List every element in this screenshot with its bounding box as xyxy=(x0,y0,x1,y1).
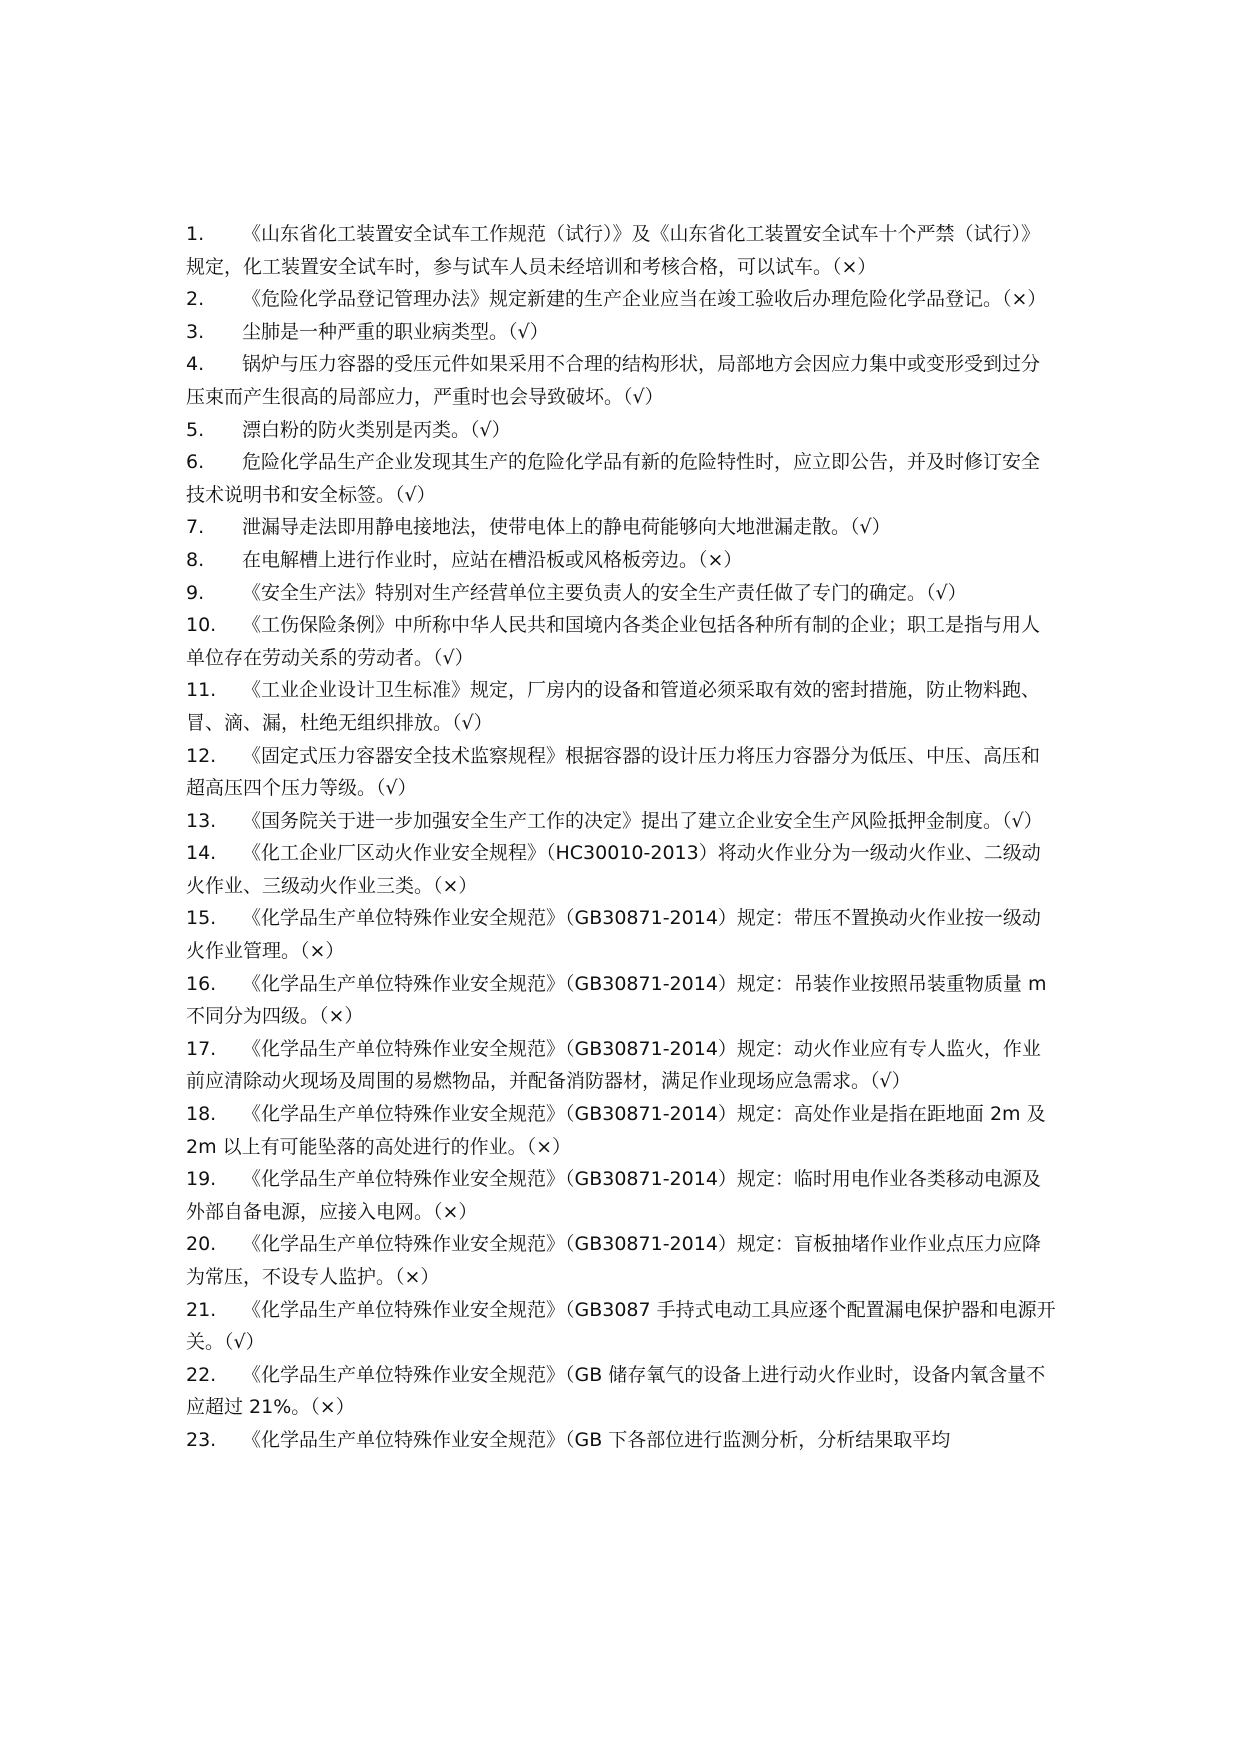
list-item xyxy=(186,446,1056,511)
item-number: 4. xyxy=(186,353,205,376)
item-text: 《化学品生产单位特殊作业安全规范》（GB 下各部位进行监测分析，分析结果取平均 xyxy=(242,1428,951,1451)
item-number: 11. xyxy=(186,679,217,702)
item-number: 21. xyxy=(186,1298,217,1321)
item-text: 《化工企业厂区动火作业安全规程》（HC30010-2013）将动火作业分为一级动火作业、二级动火作业、三级动火作业三类。（×） xyxy=(186,842,1041,897)
list-item xyxy=(186,1098,1056,1163)
list-item xyxy=(186,609,1056,674)
item-text: 《工伤保险条例》中所称中华人民共和国境内各类企业包括各种所有制的企业；职工是指与用人单位存在劳动关系的劳动者。（√） xyxy=(186,614,1041,669)
item-number: 23. xyxy=(186,1428,217,1451)
list-item xyxy=(186,805,1056,838)
item-text: 《化学品生产单位特殊作业安全规范》（GB30871-2014）规定：带压不置换动火作业按一级动火作业管理。（×） xyxy=(186,907,1041,963)
item-number: 16. xyxy=(186,972,217,995)
item-number: 18. xyxy=(186,1103,217,1126)
list-item xyxy=(186,1294,1056,1359)
list-item xyxy=(186,544,1056,577)
item-text: 《危险化学品登记管理办法》规定新建的生产企业应当在竣工验收后办理危险化学品登记。（×） xyxy=(242,288,1047,311)
item-text: 《工业企业设计卫生标准》规定，厂房内的设备和管道必须采取有效的密封措施，防止物料跑、冒、滴、漏，杜绝无组织排放。（√） xyxy=(186,679,1041,734)
item-text: 《国务院关于进一步加强安全生产工作的决定》提出了建立企业安全生产风险抵押金制度。（√） xyxy=(242,809,1043,832)
item-text: 《化学品生产单位特殊作业安全规范》（GB3087 手持式电动工具应逐个配置漏电保护器和电源开关。（√） xyxy=(186,1298,1056,1354)
item-number: 2. xyxy=(186,288,205,311)
item-number: 20. xyxy=(186,1233,217,1256)
item-number: 10. xyxy=(186,614,217,637)
list-item xyxy=(186,348,1056,413)
item-number: 19. xyxy=(186,1168,217,1191)
list-item xyxy=(186,837,1056,902)
item-text: 《安全生产法》特别对生产经营单位主要负责人的安全生产责任做了专门的确定。（√） xyxy=(242,581,967,604)
item-number: 7. xyxy=(186,516,205,539)
item-text: 《山东省化工装置安全试车工作规范（试行）》及《山东省化工装置安全试车十个严禁（试行）》规定，化工装置安全试车时，参与试车人员未经培训和考核合格，可以试车。（×） xyxy=(186,223,1041,278)
item-number: 17. xyxy=(186,1037,217,1060)
item-text: 锅炉与压力容器的受压元件如果采用不合理的结构形状，局部地方会因应力集中或变形受到过分压束而产生很高的局部应力，严重时也会导致破坏。（√） xyxy=(186,353,1041,408)
list-item xyxy=(186,902,1056,967)
item-text: 在电解槽上进行作业时，应站在槽沿板或风格板旁边。（×） xyxy=(242,548,743,571)
question-list xyxy=(186,218,1056,1457)
list-item xyxy=(186,218,1056,283)
list-item xyxy=(186,1424,1056,1457)
list-item xyxy=(186,1033,1056,1098)
item-text: 危险化学品生产企业发现其生产的危险化学品有新的危险特性时，应立即公告，并及时修订安全技术说明书和安全标签。（√） xyxy=(186,451,1041,506)
list-item xyxy=(186,1359,1056,1424)
item-number: 14. xyxy=(186,842,217,865)
item-text: 《化学品生产单位特殊作业安全规范》（GB 储存氧气的设备上进行动火作业时，设备内氧含量不应超过 21%。（×） xyxy=(186,1363,1046,1419)
item-text: 漂白粉的防火类别是丙类。（√） xyxy=(242,418,511,441)
item-text: 《化学品生产单位特殊作业安全规范》（GB30871-2014）规定：吊装作业按照吊装重物质量 m 不同分为四级。（×） xyxy=(186,972,1047,1028)
item-number: 15. xyxy=(186,907,217,930)
list-item xyxy=(186,414,1056,447)
item-number: 13. xyxy=(186,809,217,832)
item-number: 22. xyxy=(186,1363,217,1386)
item-text: 泄漏导走法即用静电接地法，使带电体上的静电荷能够向大地泄漏走散。（√） xyxy=(242,516,891,539)
item-text: 《化学品生产单位特殊作业安全规范》（GB30871-2014）规定：盲板抽堵作业作业点压力应降为常压，不设专人监护。（×） xyxy=(186,1233,1041,1288)
item-number: 3. xyxy=(186,320,205,343)
item-number: 1. xyxy=(186,223,205,245)
item-text: 《化学品生产单位特殊作业安全规范》（GB30871-2014）规定：临时用电作业各类移动电源及外部自备电源，应接入电网。（×） xyxy=(186,1168,1041,1223)
item-number: 6. xyxy=(186,451,205,474)
list-item xyxy=(186,740,1056,805)
list-item xyxy=(186,1228,1056,1293)
item-number: 5. xyxy=(186,418,205,441)
list-item xyxy=(186,968,1056,1033)
item-number: 12. xyxy=(186,744,217,767)
list-item xyxy=(186,577,1056,610)
item-text: 《固定式压力容器安全技术监察规程》根据容器的设计压力将压力容器分为低压、中压、高压和超高压四个压力等级。（√） xyxy=(186,744,1041,800)
list-item xyxy=(186,511,1056,544)
list-item xyxy=(186,283,1056,316)
list-item xyxy=(186,316,1056,349)
item-text: 《化学品生产单位特殊作业安全规范》（GB30871-2014）规定：动火作业应有专人监火，作业前应清除动火现场及周围的易燃物品，并配备消防器材，满足作业现场应急需求。（√） xyxy=(186,1037,1041,1093)
list-item xyxy=(186,1163,1056,1228)
item-number: 8. xyxy=(186,548,205,571)
item-text: 《化学品生产单位特殊作业安全规范》（GB30871-2014）规定：高处作业是指在距地面 2m 及 2m 以上有可能坠落的高处进行的作业。（×） xyxy=(186,1103,1046,1158)
item-text: 尘肺是一种严重的职业病类型。（√） xyxy=(242,320,549,343)
item-number: 9. xyxy=(186,581,205,604)
list-item xyxy=(186,674,1056,739)
